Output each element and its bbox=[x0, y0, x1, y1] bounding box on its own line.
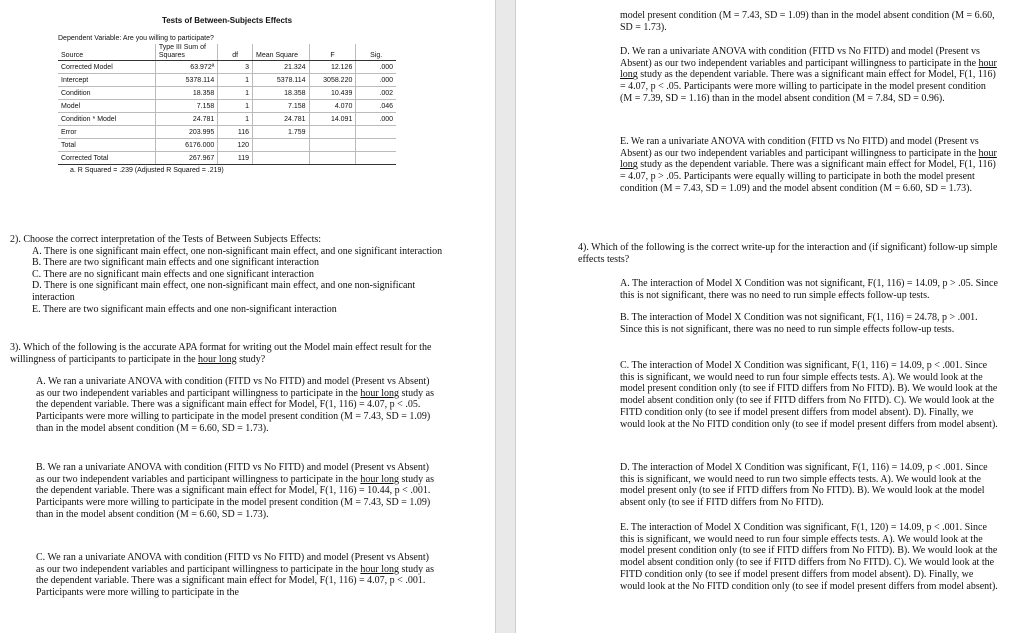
q3d-part: study as the dependent variable. There was a significant main effect for Model, F(1, 116) = 4.07, p < .05. Participants were more willing to participate in the model present condition (M = 7.39, SD = 1.16) than in the model absent condition (M = 7.84, SD = 0.96). bbox=[620, 69, 996, 104]
row-ms: 1.759 bbox=[253, 126, 310, 139]
row-ss: 63.972ª bbox=[155, 61, 217, 74]
header-ss: Type III Sum of Squares bbox=[155, 44, 217, 61]
q4-option-a[interactable]: A. The interaction of Model X Condition was not significant, F(1, 116) = 14.09, p > .05. Since this is not significant, there was no need to run simple effects follow-up tests. bbox=[620, 278, 998, 301]
question-2 bbox=[10, 234, 450, 315]
q3-option-a[interactable] bbox=[36, 376, 436, 435]
row-df: 1 bbox=[218, 100, 253, 113]
table-row bbox=[58, 139, 396, 152]
header-ms: Mean Square bbox=[253, 44, 310, 61]
row-sig bbox=[356, 139, 396, 152]
q4-option-b[interactable]: B. The interaction of Model X Condition was not significant, F(1, 116) = 24.78, p > .001. Since this is not significant, there was no need to run simple effects follow-up tests. bbox=[620, 312, 978, 335]
row-df: 119 bbox=[218, 152, 253, 165]
q3-option-e[interactable] bbox=[620, 136, 1000, 195]
row-sig: .002 bbox=[356, 87, 396, 100]
row-ss: 203.995 bbox=[155, 126, 217, 139]
header-df: df bbox=[218, 44, 253, 61]
question-3-stem bbox=[10, 342, 450, 365]
row-f: 4.070 bbox=[309, 100, 356, 113]
left-page bbox=[0, 0, 495, 633]
q3b-part: study as the dependent variable. There was a significant main effect for Model, F(1, 116) = 10.44, p < .001. Participants were more willing to participate in the model present condition (M = 7.43, SD = 1.09) than in the model absent condition (M = 6.60, SD = 1.73). bbox=[36, 473, 434, 520]
row-f bbox=[309, 152, 356, 165]
header-f: F bbox=[309, 44, 356, 61]
row-source: Total bbox=[58, 139, 155, 152]
row-df: 1 bbox=[218, 113, 253, 126]
q3a-part: A. We ran a univariate ANOVA with condition (FITD vs No FITD) and model (Present vs Absent) as our two independent variables and participant willingness to participate in the bbox=[36, 376, 430, 399]
table-row bbox=[58, 74, 396, 87]
row-source: Model bbox=[58, 100, 155, 113]
anova-table bbox=[58, 44, 396, 165]
row-df: 1 bbox=[218, 87, 253, 100]
q3b-underlined: hour long bbox=[360, 473, 399, 485]
q3e-underlined: hour long bbox=[620, 147, 997, 171]
q3b-part: B. We ran a univariate ANOVA with condition (FITD vs No FITD) and model (Present vs Absent) as our two independent variables and participant willingness to participate in the bbox=[36, 462, 429, 485]
q2-option-c[interactable]: C. There are no significant main effects and one significant interaction bbox=[32, 268, 315, 280]
q2-option-e[interactable]: E. There are two significant main effects and one non-significant interaction bbox=[32, 303, 337, 315]
row-sig: .046 bbox=[356, 100, 396, 113]
dependent-variable-label: Dependent Variable: Are you willing to participate? bbox=[58, 35, 214, 42]
question-2-stem: 2). Choose the correct interpretation of the Tests of Between Subjects Effects: bbox=[10, 234, 322, 245]
q3d-underlined: hour long bbox=[620, 57, 997, 81]
row-sig bbox=[356, 126, 396, 139]
q3e-part: study as the dependent variable. There was a significant main effect for Model, F(1, 116) = 4.07, p > .05. Participants were equally willing to participate in both the model present condition (M = 7.43, SD = 1.09) and the model absent condition (M = 6.60, SD = 1.73). bbox=[620, 159, 996, 194]
q2-option-b[interactable]: B. There are two significant main effects and one significant interaction bbox=[32, 257, 320, 269]
q3d-part: D. We ran a univariate ANOVA with condition (FITD vs No FITD) and model (Present vs Absent) as our two independent variables and participant willingness to participate in the bbox=[620, 46, 980, 69]
row-ms bbox=[253, 139, 310, 152]
q3-option-b[interactable] bbox=[36, 462, 436, 521]
q3-stem-underlined: hour long bbox=[198, 353, 237, 365]
q3-option-c[interactable] bbox=[36, 552, 436, 599]
row-f: 3058.220 bbox=[309, 74, 356, 87]
q3a-underlined: hour long bbox=[360, 387, 399, 399]
row-ss: 24.781 bbox=[155, 113, 217, 126]
q3-stem-part: 3). Which of the following is the accurate APA format for writing out the Model main effect result for the willingness of participants to participate in the bbox=[10, 342, 432, 365]
q2-option-d[interactable]: D. There is one significant main effect, one non-significant main effect, and one non-significant interaction bbox=[32, 280, 416, 303]
row-ms: 18.358 bbox=[253, 87, 310, 100]
row-f bbox=[309, 126, 356, 139]
row-source: Intercept bbox=[58, 74, 155, 87]
row-f: 12.126 bbox=[309, 61, 356, 74]
row-source: Error bbox=[58, 126, 155, 139]
table-footnote: a. R Squared = .239 (Adjusted R Squared = .219) bbox=[70, 167, 224, 174]
row-sig bbox=[356, 152, 396, 165]
row-sig: .000 bbox=[356, 113, 396, 126]
header-source: Source bbox=[58, 44, 155, 61]
row-ss: 7.158 bbox=[155, 100, 217, 113]
row-f: 10.439 bbox=[309, 87, 356, 100]
row-ms: 5378.114 bbox=[253, 74, 310, 87]
spss-output-table bbox=[58, 16, 396, 174]
q2-option-a[interactable]: A. There is one significant main effect, one non-significant main effect, and one significant interaction bbox=[32, 245, 443, 257]
table-row bbox=[58, 61, 396, 74]
page-gutter bbox=[495, 0, 516, 633]
row-ss: 18.358 bbox=[155, 87, 217, 100]
row-df: 116 bbox=[218, 126, 253, 139]
row-f: 14.091 bbox=[309, 113, 356, 126]
q3c-part: C. We ran a univariate ANOVA with condition (FITD vs No FITD) and model (Present vs Absent) as our two independent variables and participant willingness to participate in the bbox=[36, 552, 429, 575]
table-row bbox=[58, 100, 396, 113]
row-ms: 21.324 bbox=[253, 61, 310, 74]
row-source: Condition bbox=[58, 87, 155, 100]
table-row bbox=[58, 113, 396, 126]
q4-option-c[interactable]: C. The interaction of Model X Condition was significant, F(1, 116) = 14.09, p < .001. Since this is significant, we would need to run four simple effects tests. A). We would look at the model present condition only (to see if FITD differs from No FITD). B). We would look at the model absent condition only (to see if FITD differs from No FITD). C). We would look at the FITD condition only (to see if model present differs from model absent). D). Finally, we would look at the No FITD condition only (to see if model present differs from model absent). bbox=[620, 360, 998, 430]
row-ss: 5378.114 bbox=[155, 74, 217, 87]
q3c-underlined: hour long bbox=[360, 563, 399, 575]
row-sig: .000 bbox=[356, 74, 396, 87]
row-sig: .000 bbox=[356, 61, 396, 74]
q3-stem-part: study? bbox=[236, 353, 266, 365]
q3c-part: study as the dependent variable. There was a significant main effect for Model, F(1, 116) = 4.07, p < .001. Participants were more willing to participate in the bbox=[36, 563, 434, 599]
row-source: Corrected Model bbox=[58, 61, 155, 74]
row-source: Condition * Model bbox=[58, 113, 155, 126]
q3-option-d[interactable] bbox=[620, 46, 1000, 105]
row-ms: 24.781 bbox=[253, 113, 310, 126]
q3-option-c-continued: model present condition (M = 7.43, SD = 1.09) than in the model absent condition (M = 6.60, SD = 1.73). bbox=[620, 10, 995, 33]
row-df: 120 bbox=[218, 139, 253, 152]
q3a-part: study as the dependent variable. There was a significant main effect for Model, F(1, 116) = 4.07, p < .05. Participants were more willing to participate in the model present condition (M = 7.43, SD = 1.09) than in the model absent condition (M = 6.60, SD = 1.73). bbox=[36, 387, 434, 434]
q4-option-e[interactable]: E. The interaction of Model X Condition was significant, F(1, 120) = 14.09, p < .001. Since this is significant, we would need to run four simple effects tests. A). We would look at the model present condition only (to see if FITD differs from No FITD). B). We would look at the model absent condition only (to see if FITD differs from No FITD). C). We would look at the FITD condition only (to see if model present differs from model absent). D). Finally, we would look at the No FITD condition only (to see if model present differs from model absent). bbox=[620, 522, 998, 592]
row-df: 1 bbox=[218, 74, 253, 87]
q4-option-d[interactable]: D. The interaction of Model X Condition was significant, F(1, 116) = 14.09, p < .001. Since this is significant, we would need to run two simple effects tests. A). We would look at the model present only (to see if FITD differs from No FITD). B). We would look at the model absent only (to see if FITD differs from No FITD). bbox=[620, 462, 988, 509]
header-sig: Sig. bbox=[356, 44, 396, 61]
row-ss: 6176.000 bbox=[155, 139, 217, 152]
right-page bbox=[516, 0, 1024, 633]
row-ms bbox=[253, 152, 310, 165]
row-ss: 267.967 bbox=[155, 152, 217, 165]
row-source: Corrected Total bbox=[58, 152, 155, 165]
table-row bbox=[58, 152, 396, 165]
row-f bbox=[309, 139, 356, 152]
table-row bbox=[58, 126, 396, 139]
question-4-stem: 4). Which of the following is the correct write-up for the interaction and (if significant) follow-up simple effects tests? bbox=[578, 242, 998, 265]
q3e-part: E. We ran a univariate ANOVA with condition (FITD vs No FITD) and model (Present vs Absent) as our two independent variables and participant willingness to participate in the bbox=[620, 136, 979, 159]
table-title: Tests of Between-Subjects Effects bbox=[161, 16, 293, 25]
row-ms: 7.158 bbox=[253, 100, 310, 113]
table-row bbox=[58, 87, 396, 100]
row-df: 3 bbox=[218, 61, 253, 74]
